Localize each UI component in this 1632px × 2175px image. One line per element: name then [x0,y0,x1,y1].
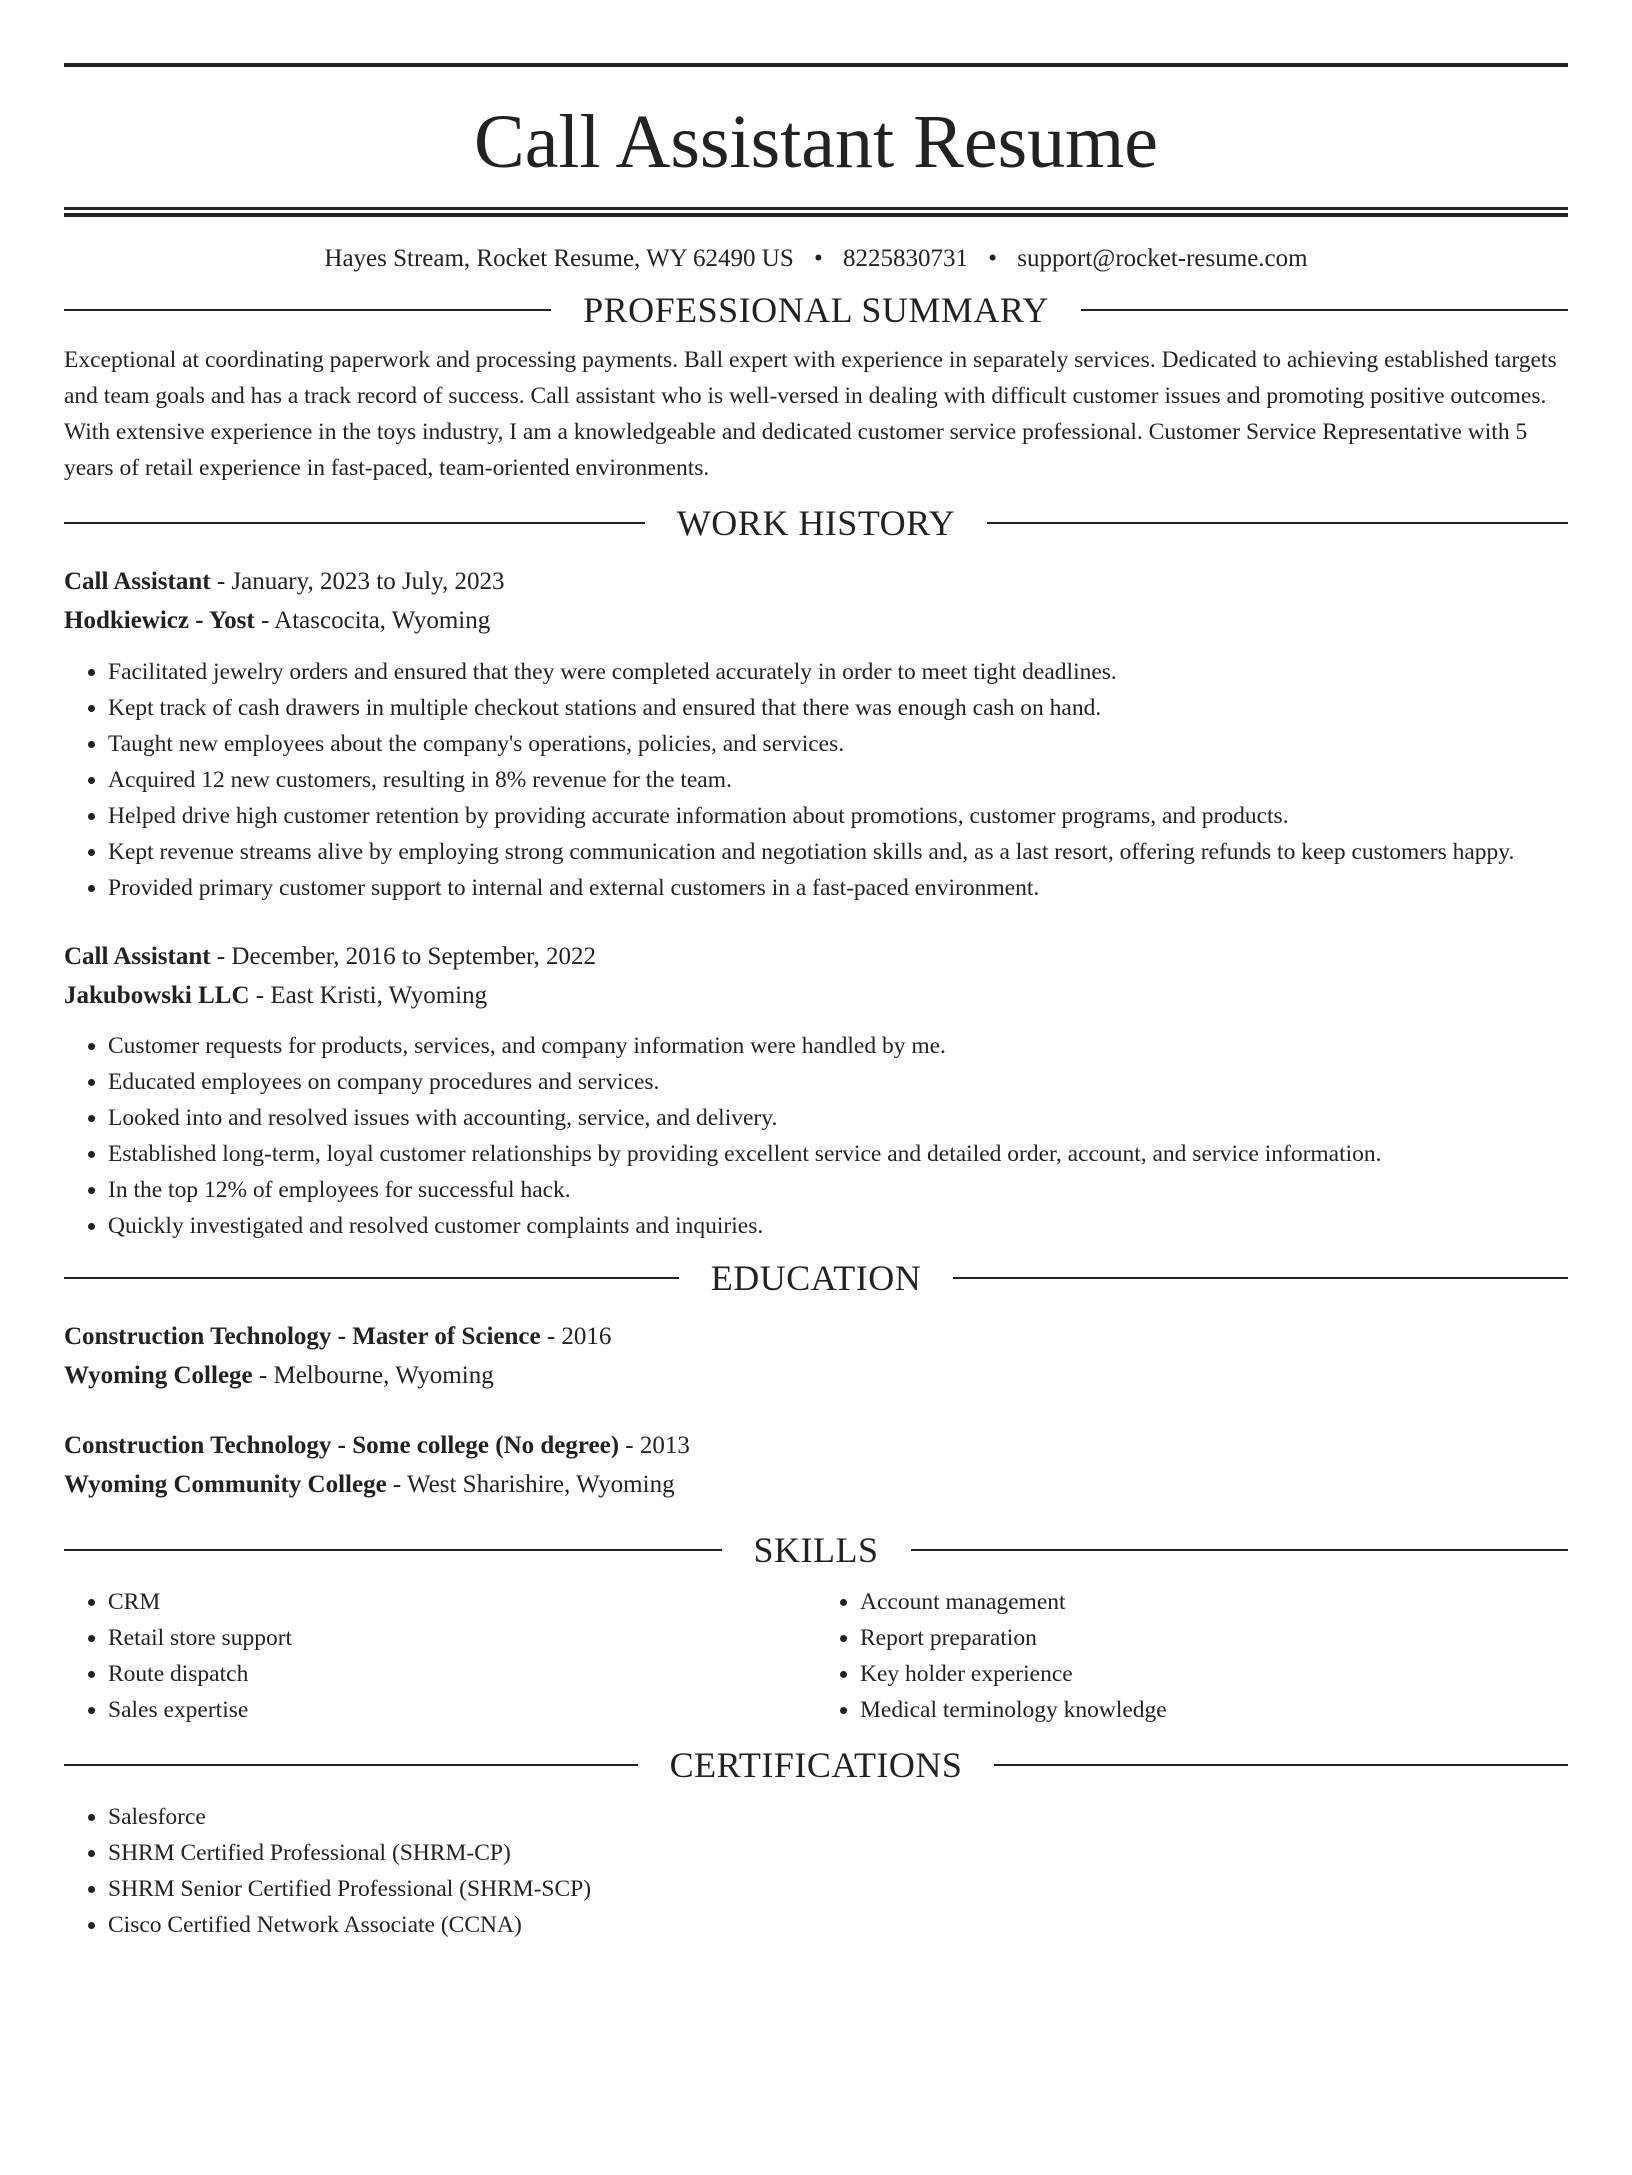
list-item: • Established long-term, loyal customer relationships by providing excellent service and detailed order, account, and service information. [108,1136,1568,1172]
job-location: - East Kristi, Wyoming [249,982,488,1009]
job-title-line [64,937,1568,976]
skills-grid [64,1584,1568,1728]
section-header-work [64,501,1568,545]
job-company-line [64,601,1568,640]
resume-page [0,63,1632,2175]
list-item: • Helped drive high customer retention by providing accurate information about promotions, customer programs, and products. [108,798,1568,834]
list-item: • Kept revenue streams alive by employing strong communication and negotiation skills and, as a last resort, offering refunds to keep customers happy. [108,834,1568,870]
job-company-line [64,976,1568,1015]
job-entry [64,562,1568,906]
contact-email: support@rocket-resume.com [1017,245,1308,272]
certifications-list [64,1799,1568,1943]
education-entry [64,1426,1568,1504]
section-rule [987,522,1568,524]
education-school: Wyoming College [64,1362,253,1389]
list-item: • Retail store support [108,1620,816,1656]
contact-phone: 8225830731 [843,245,969,272]
section-header-skills [64,1528,1568,1572]
list-item: • SHRM Senior Certified Professional (SHRM-SCP) [108,1871,1568,1907]
education-degree-line [64,1426,1568,1465]
section-header-education [64,1256,1568,1300]
list-item: • SHRM Certified Professional (SHRM-CP) [108,1835,1568,1871]
job-bullets [64,1028,1568,1244]
list-item: • Salesforce [108,1799,1568,1835]
list-item: • Account management [860,1584,1568,1620]
list-item: • Cisco Certified Network Associate (CCNA) [108,1907,1568,1943]
section-rule [953,1277,1568,1279]
list-item: • CRM [108,1584,816,1620]
section-header-certifications [64,1743,1568,1787]
skills-column-left [64,1584,816,1728]
contact-separator: • [988,245,998,272]
list-item: • Medical terminology knowledge [860,1692,1568,1728]
list-item: • Looked into and resolved issues with accounting, service, and delivery. [108,1100,1568,1136]
education-school-line [64,1465,1568,1504]
contact-address: Hayes Stream, Rocket Resume, WY 62490 US [324,245,794,272]
list-item: • Key holder experience [860,1656,1568,1692]
section-rule [64,1764,638,1766]
section-rule [64,1549,722,1551]
title-double-rule [64,207,1568,217]
section-rule [64,309,551,311]
job-title-line [64,562,1568,601]
job-title: Call Assistant [64,568,211,595]
job-company: Jakubowski LLC [64,982,250,1009]
education-school-line [64,1356,1568,1395]
list-item: • Educated employees on company procedures and services. [108,1064,1568,1100]
summary-text: Exceptional at coordinating paperwork and processing payments. Ball expert with experience in separately services. Dedicated to achieving established targets and team goals and has a track record of success. Call assistant who is well-versed in dealing with difficult customer issues and promoting positive outcomes. With extensive experience in the toys industry, I am a knowledgeable and dedicated customer service professional. Customer Service Representative with 5 years of retail experience in fast-paced, team-oriented environments. [64,347,1557,481]
section-rule [64,522,645,524]
list-item: • Taught new employees about the company's operations, policies, and services. [108,726,1568,762]
section-rule [1081,309,1568,311]
list-item: • In the top 12% of employees for successful hack. [108,1172,1568,1208]
job-dates: - December, 2016 to September, 2022 [210,943,596,970]
contact-separator: • [814,245,823,272]
page-title: Call Assistant Resume [474,100,1158,184]
education-degree: Construction Technology - Some college (No degree) [64,1432,620,1459]
education-year: - 2016 [540,1323,612,1350]
list-item: • Provided primary customer support to internal and external customers in a fast-paced environment. [108,870,1568,906]
section-title-work: WORK HISTORY [676,503,956,543]
section-header-summary [64,288,1568,332]
education-school: Wyoming Community College [64,1471,387,1498]
job-dates: - January, 2023 to July, 2023 [210,568,505,595]
education-degree-line [64,1317,1568,1356]
section-rule [911,1549,1569,1551]
section-title-skills: SKILLS [753,1530,879,1570]
contact-line [64,243,1568,275]
list-item: • Facilitated jewelry orders and ensured that they were completed accurately in order to meet tight deadlines. [108,654,1568,690]
list-item: • Route dispatch [108,1656,816,1692]
education-location: - West Sharishire, Wyoming [386,1471,675,1498]
education-entry [64,1317,1568,1395]
section-title-certifications: CERTIFICATIONS [669,1745,963,1785]
job-bullets [64,654,1568,906]
job-company: Hodkiewicz - Yost [64,607,255,634]
list-item: • Acquired 12 new customers, resulting in 8% revenue for the team. [108,762,1568,798]
job-entry [64,937,1568,1244]
list-item: • Quickly investigated and resolved customer complaints and inquiries. [108,1208,1568,1244]
section-title-summary: PROFESSIONAL SUMMARY [583,290,1049,330]
list-item: • Customer requests for products, services, and company information were handled by me. [108,1028,1568,1064]
list-item: • Kept track of cash drawers in multiple checkout stations and ensured that there was enough cash on hand. [108,690,1568,726]
education-year: - 2013 [619,1432,690,1459]
list-item: • Report preparation [860,1620,1568,1656]
education-location: - Melbourne, Wyoming [252,1362,494,1389]
education-degree: Construction Technology - Master of Science [64,1323,541,1350]
skills-column-right [816,1584,1568,1728]
section-rule [994,1764,1568,1766]
section-rule [64,1277,679,1279]
section-title-education: EDUCATION [710,1258,922,1298]
list-item: • Sales expertise [108,1692,816,1728]
job-title: Call Assistant [64,943,211,970]
job-location: - Atascocita, Wyoming [254,607,491,634]
